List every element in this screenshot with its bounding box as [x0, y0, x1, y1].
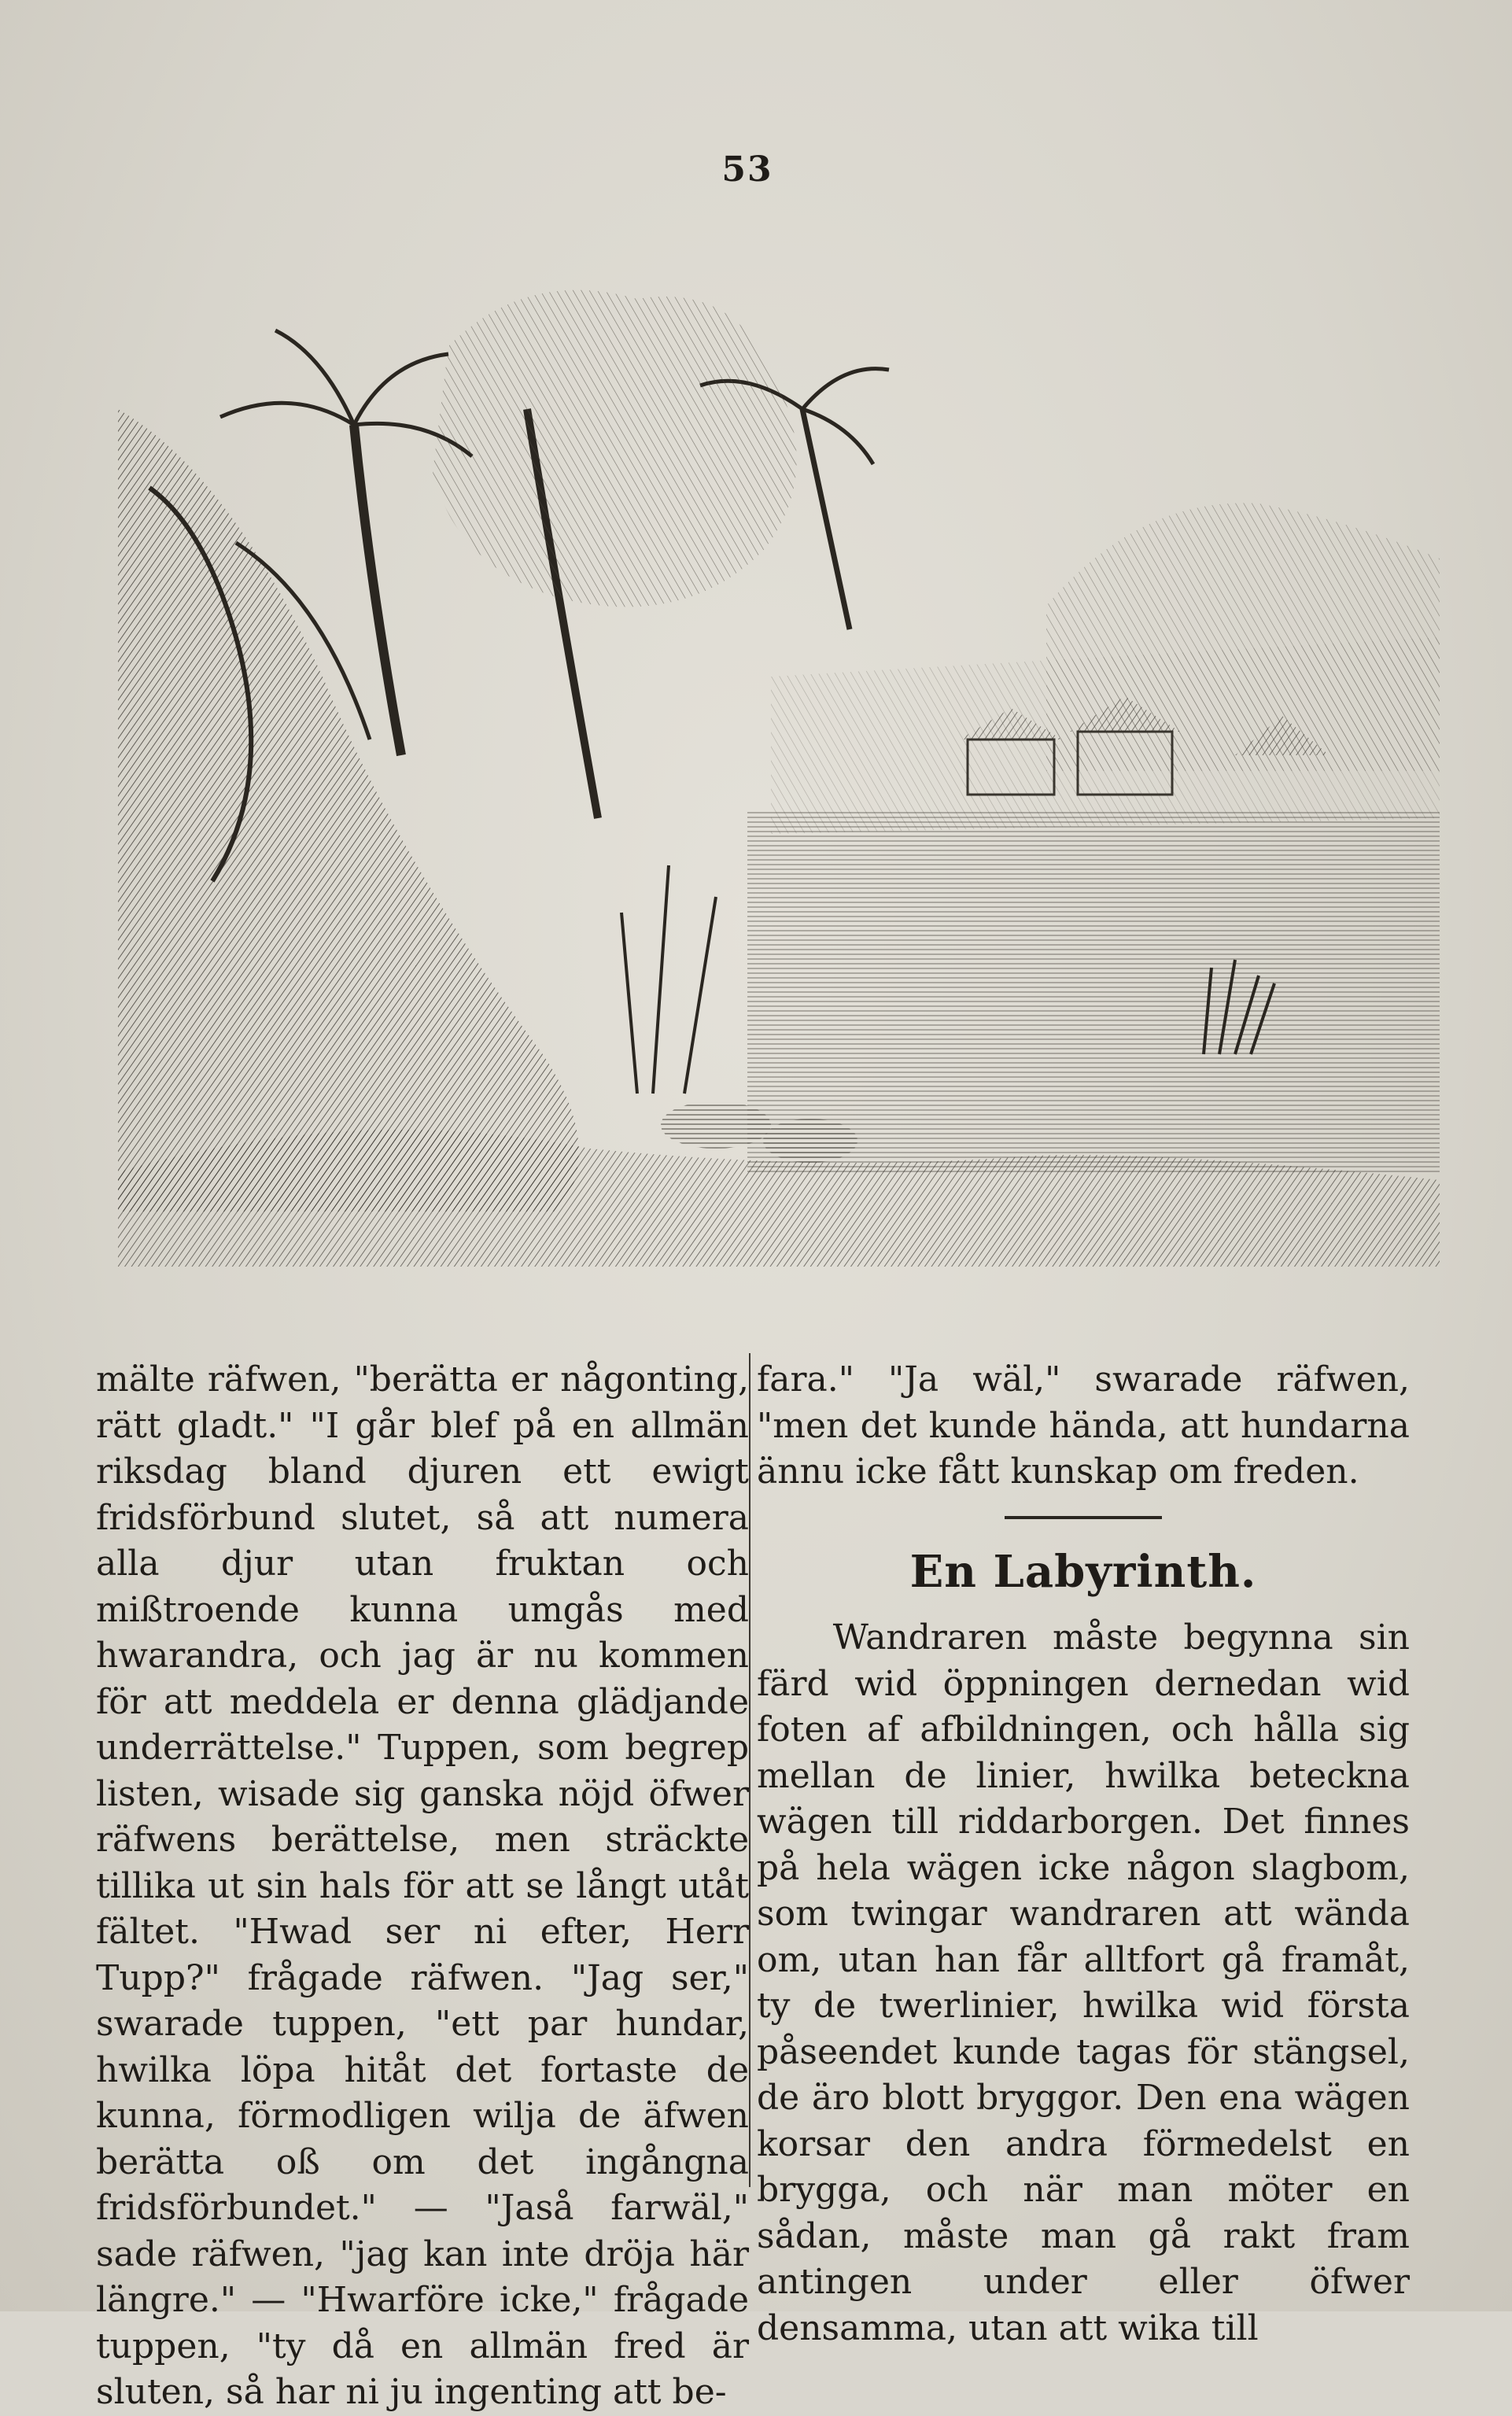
- right-column: [757, 1357, 1410, 2351]
- left-column-text: mälte räfwen, "berätta er någonting, rätt gladt." "I går blef på en allmän riksdag bland djuren ett ewigt fridsförbund slutet, så att numera alla djur utan fruktan och mißtroende kunna umgås med hwarandra, och jag är nu kommen för att meddela er denna glädjande underrättelse." Tuppen, som begrep listen, wisade sig ganska nöjd öfwer räfwens berättelse, men sträckte tillika ut sin hals för att se långt utåt fältet. "Hwad ser ni efter, Herr Tupp?" frågade räfwen. "Jag ser," swarade tuppen, "ett par hundar, hwilka löpa hitåt det fortaste de kunna, förmodligen wilja de äfwen berätta oß om det ingångna fridsförbundet." — "Jaså farwäl," sade räfwen, "jag kan inte dröja här längre." — "Hwarföre icke," frågade tuppen, "ty då en allmän fred är sluten, så har ni ju ingenting att be-: [96, 1359, 749, 2412]
- page-number: 53: [721, 149, 773, 190]
- landscape-illustration: [118, 267, 1440, 1267]
- story-continuation: fara." "Ja wäl," swarade räfwen, "men det kunde hända, att hundarna ännu icke fått kunskap om freden.: [757, 1359, 1410, 1492]
- section-heading: En Labyrinth.: [909, 1545, 1257, 1598]
- left-column: [96, 1357, 749, 2416]
- labyrinth-text: Wandraren måste begynna sin färd wid öppningen dernedan wid foten af afbildningen, och hålla sig mellan de linier, hwilka beteckna wägen till riddarborgen. Det finnes på hela wägen icke någon slagbom, som twingar wandraren att wända om, utan han får alltfort gå framåt, ty de twerlinier, hwilka wid första påseendet kunde tagas för stängsel, de äro blott bryggor. Den ena wägen korsar den andra förmedelst en brygga, och när man möter en sådan, måste man gå rakt fram antingen under eller öfwer densamma, utan att wika till: [757, 1617, 1410, 2348]
- section-divider: [1005, 1516, 1162, 1519]
- tropical-landscape-icon: [118, 267, 1440, 1267]
- column-divider: [749, 1353, 750, 2187]
